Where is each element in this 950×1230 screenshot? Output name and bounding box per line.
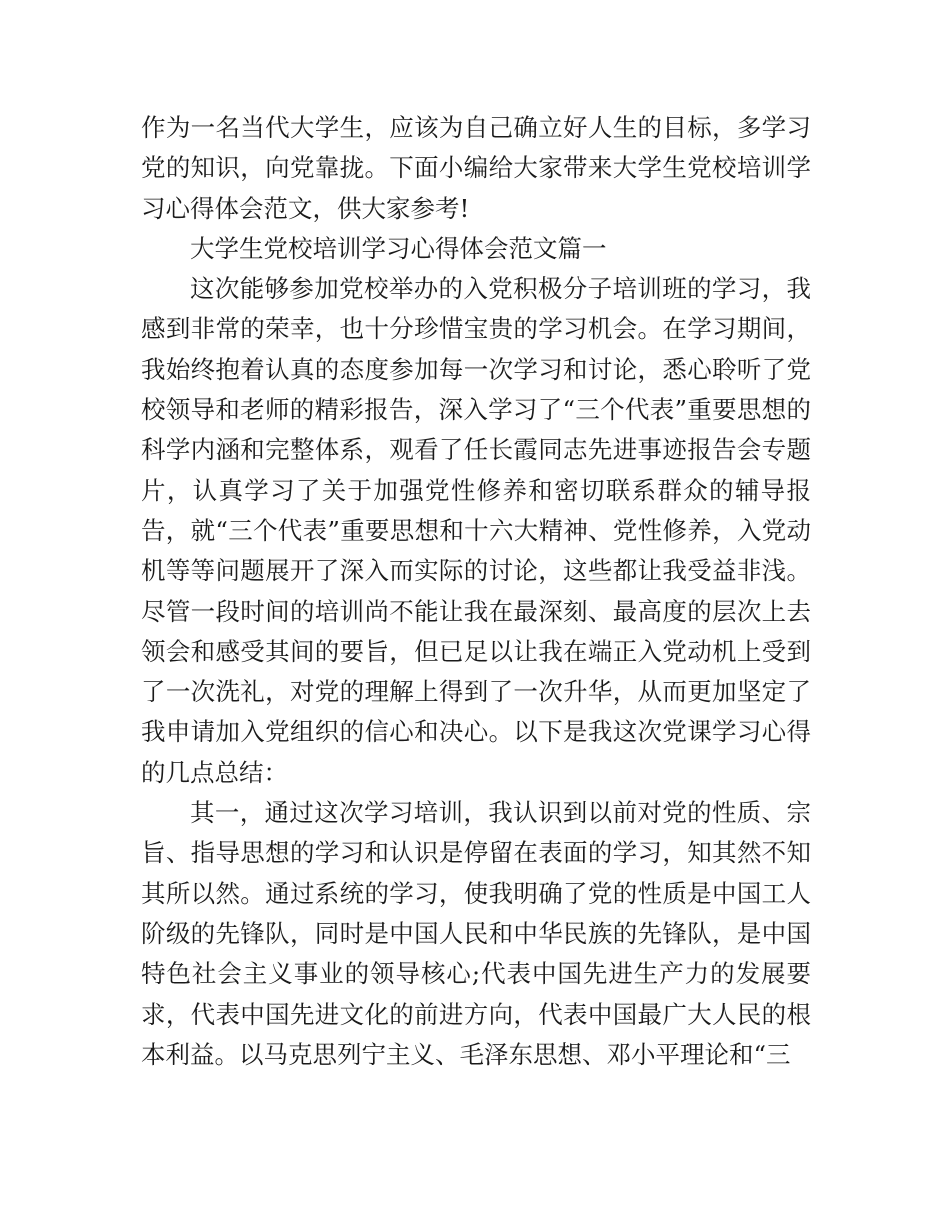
body-paragraph-2: 其一，通过这次学习培训，我认识到以前对党的性质、宗旨、指导思想的学习和认识是停留在表面的学习，知其然不知其所以然。通过系统的学习，使我明确了党的性质是中国工人阶级的先锋队，同时是中国人民和中华民族的先锋队，是中国特色社会主义事业的领导核心;代表中国先进生产力的发展要求，代表中国先进文化的前进方向，代表中国最广大人民的根本利益。以马克思列宁主义、毛泽东思想、邓小平理论和“三 [141, 798, 811, 1069]
body-paragraph-1: 这次能够参加党校举办的入党积极分子培训班的学习，我感到非常的荣幸，也十分珍惜宝贵的学习机会。在学习期间，我始终抱着认真的态度参加每一次学习和讨论，悉心聆听了党校领导和老师的精彩报告，深入学习了“三个代表”重要思想的科学内涵和完整体系，观看了任长霞同志先进事迹报告会专题片，认真学习了关于加强党性修养和密切联系群众的辅导报告，就“三个代表”重要思想和十六大精神、党性修养，入党动机等等问题展开了深入而实际的讨论，这些都让我受益非浅。尽管一段时间的培训尚不能让我在最深刻、最高度的层次上去领会和感受其间的要旨，但已足以让我在端正入党动机上受到了一次洗礼，对党的理解上得到了一次升华，从而更加坚定了我申请加入党组织的信心和决心。以下是我这次党课学习心得的几点总结： [141, 274, 811, 787]
article-body [141, 108, 811, 1075]
section-heading: 大学生党校培训学习心得体会范文篇一 [190, 233, 607, 263]
intro-paragraph: 作为一名当代大学生，应该为自己确立好人生的目标，多学习党的知识，向党靠拢。下面小编给大家带来大学生党校培训学习心得体会范文，供大家参考! [141, 113, 811, 223]
